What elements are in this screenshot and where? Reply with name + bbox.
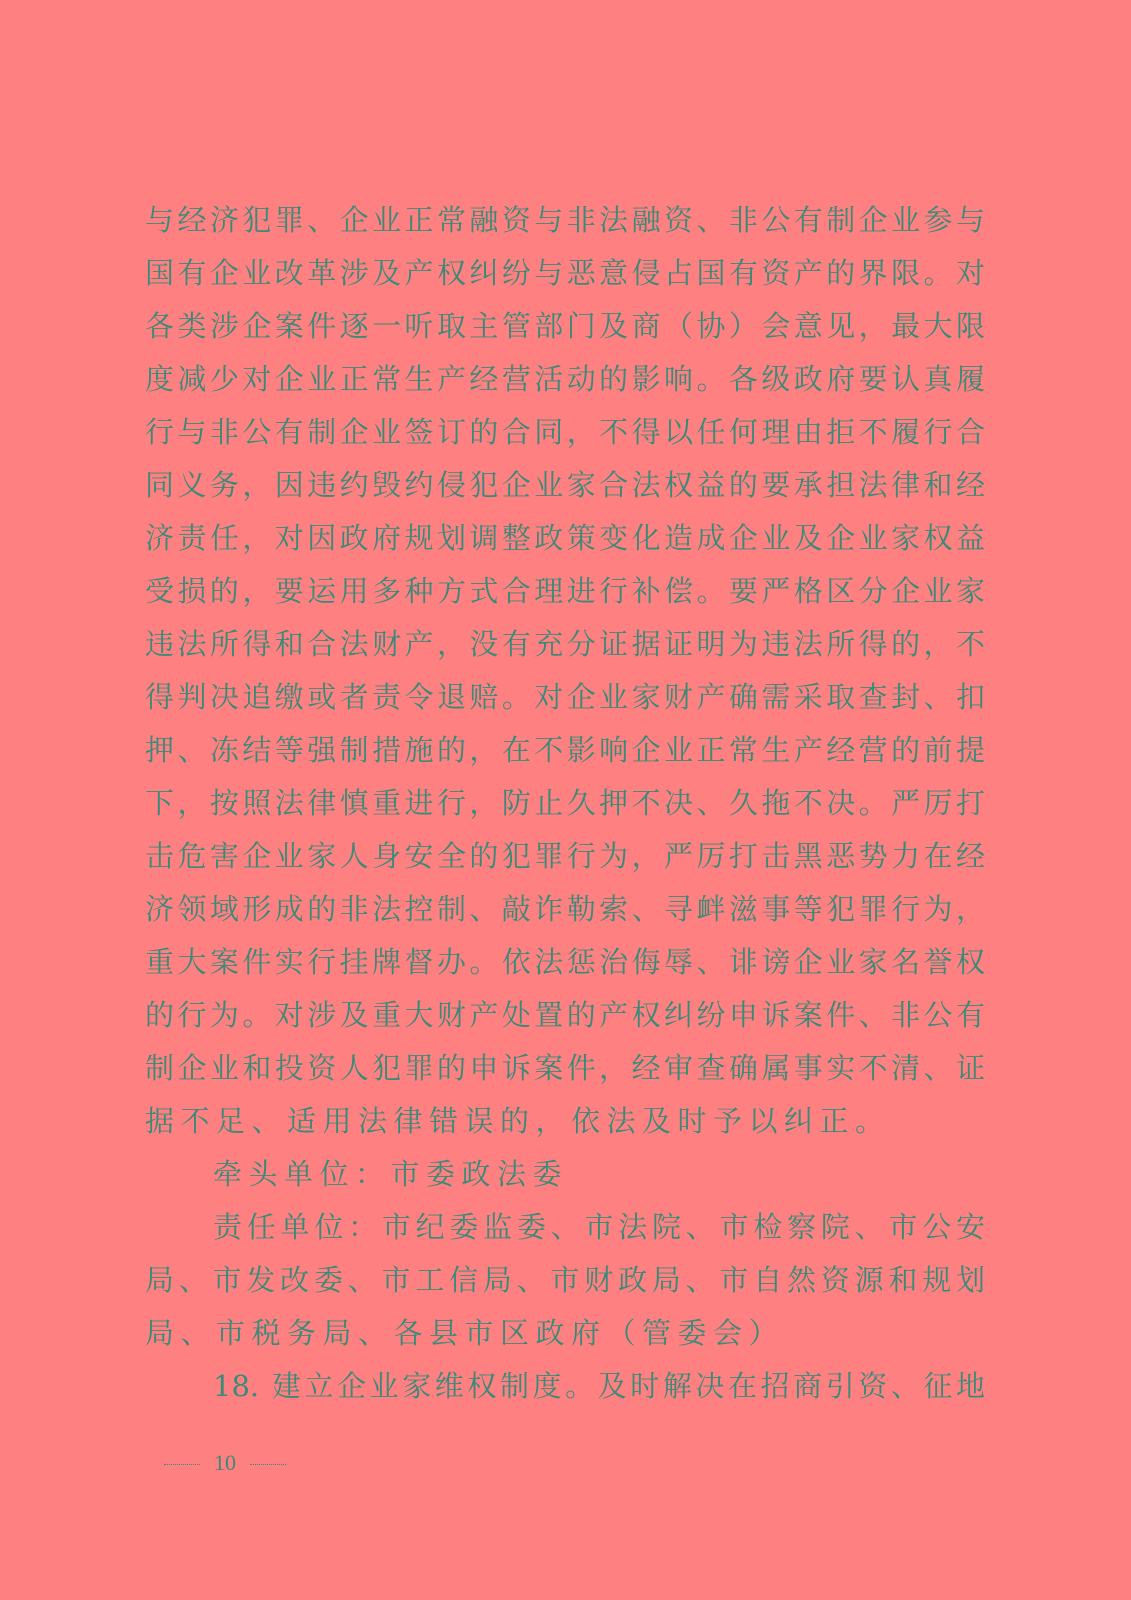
lead-unit-line: 牵头单位：市委政法委 bbox=[213, 1157, 569, 1191]
item-18-line: 18. 建立企业家维权制度。及时解决在招商引资、征地 bbox=[213, 1369, 985, 1403]
page-footer bbox=[150, 1448, 300, 1478]
paragraph-line: 重大案件实行挂牌督办。依法惩治侮辱、诽谤企业家名誉权 bbox=[145, 945, 985, 979]
paragraph-line: 的行为。对涉及重大财产处置的产权纠纷申诉案件、非公有 bbox=[145, 998, 985, 1032]
paragraph-line: 据不足、适用法律错误的，依法及时予以纠正。 bbox=[145, 1104, 891, 1138]
responsible-unit-line: 局、市发改委、市工信局、市财政局、市自然资源和规划 bbox=[145, 1263, 985, 1297]
paragraph-line: 得判决追缴或者责令退赔。对企业家财产确需采取查封、扣 bbox=[145, 680, 985, 714]
paragraph-line: 行与非公有制企业签订的合同，不得以任何理由拒不履行合 bbox=[145, 415, 985, 449]
paragraph-line: 击危害企业家人身安全的犯罪行为，严厉打击黑恶势力在经 bbox=[145, 839, 985, 873]
paragraph-line: 济责任，对因政府规划调整政策变化造成企业及企业家权益 bbox=[145, 521, 985, 555]
paragraph-line: 违法所得和合法财产，没有充分证据证明为违法所得的，不 bbox=[145, 627, 985, 661]
page-number: 10 bbox=[214, 1450, 236, 1475]
footer-right-rule bbox=[250, 1464, 286, 1465]
paragraph-line: 制企业和投资人犯罪的申诉案件，经审查确属事实不清、证 bbox=[145, 1051, 985, 1085]
paragraph-line: 受损的，要运用多种方式合理进行补偿。要严格区分企业家 bbox=[145, 574, 985, 608]
responsible-unit-line: 局、市税务局、各县市区政府（管委会） bbox=[145, 1316, 785, 1350]
paragraph-line: 度减少对企业正常生产经营活动的影响。各级政府要认真履 bbox=[145, 362, 985, 396]
paragraph-line: 下，按照法律慎重进行，防止久押不决、久拖不决。严厉打 bbox=[145, 786, 985, 820]
responsible-unit-line: 责任单位：市纪委监委、市法院、市检察院、市公安 bbox=[213, 1210, 985, 1244]
footer-left-rule bbox=[164, 1464, 200, 1465]
paragraph-line: 同义务，因违约毁约侵犯企业家合法权益的要承担法律和经 bbox=[145, 468, 985, 502]
paragraph-line: 押、冻结等强制措施的，在不影响企业正常生产经营的前提 bbox=[145, 733, 985, 767]
paragraph-line: 国有企业改革涉及产权纠纷与恶意侵占国有资产的界限。对 bbox=[145, 256, 985, 290]
paragraph-line: 与经济犯罪、企业正常融资与非法融资、非公有制企业参与 bbox=[145, 203, 985, 237]
paragraph-line: 济领域形成的非法控制、敲诈勒索、寻衅滋事等犯罪行为， bbox=[145, 892, 985, 926]
paragraph-line: 各类涉企案件逐一听取主管部门及商（协）会意见，最大限 bbox=[145, 309, 985, 343]
